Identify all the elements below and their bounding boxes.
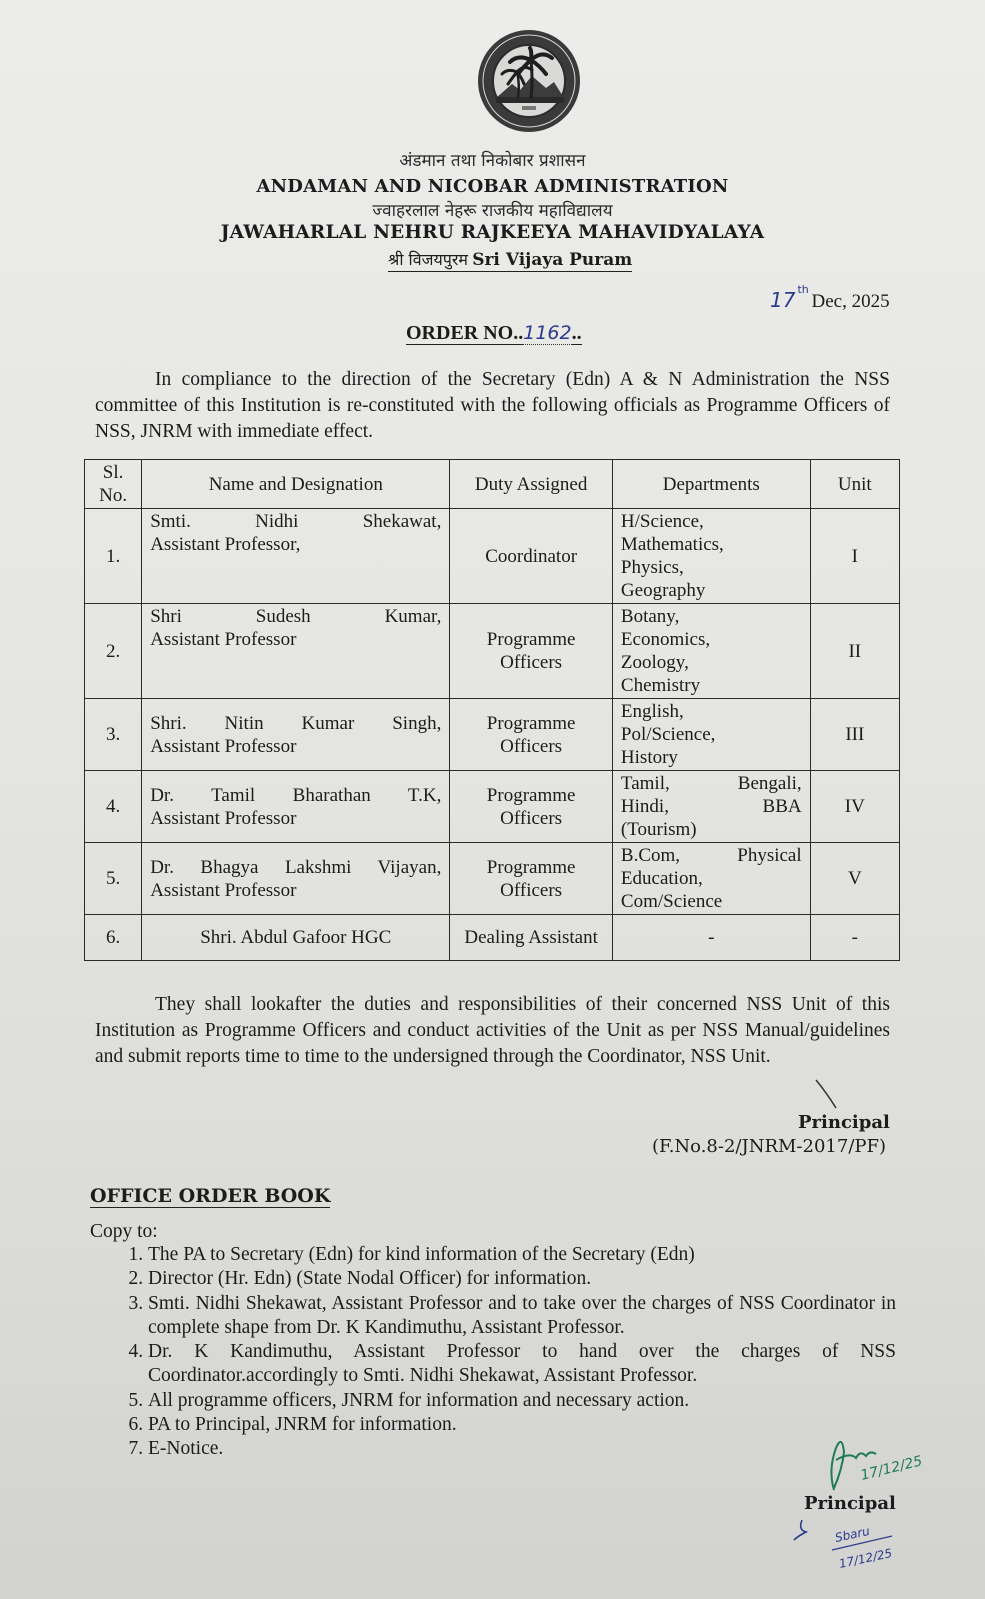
cell-unit: III — [810, 699, 899, 771]
department-line: Education, — [620, 868, 703, 889]
cell-duty: Programme Officers — [450, 771, 613, 843]
place-name: Sri Vijaya Puram — [472, 250, 633, 270]
copy-to-label: Copy to: — [90, 1221, 158, 1242]
copy-to-item: 4. Dr. K Kandimuthu, Assistant Professor to hand over the charges of NSS Coordinator.accordingly to Smti. Nidhi Shekawat, Assistant Professor. — [148, 1340, 896, 1389]
table-header-row — [85, 460, 900, 509]
officer-name: Shri Sudesh Kumar, — [150, 606, 442, 627]
cell-departments — [612, 843, 810, 915]
department-line: History — [620, 747, 678, 768]
nss-officers-table — [84, 459, 900, 961]
emblem-icon — [476, 28, 582, 134]
officer-designation: Assistant Professor — [150, 735, 297, 757]
cell-unit: IV — [810, 771, 899, 843]
cell-unit: - — [810, 915, 899, 961]
cell-sl-no: 4. — [85, 771, 142, 843]
green-signature — [822, 1430, 942, 1500]
cell-sl-no: 3. — [85, 699, 142, 771]
department-line: B.Com, Physical — [620, 845, 802, 866]
copy-to-item: 1. The PA to Secretary (Edn) for kind information of the Secretary (Edn) — [148, 1243, 896, 1267]
cell-departments — [612, 915, 810, 961]
officer-name: Shri. Nitin Kumar Singh, — [150, 712, 442, 734]
hindi-admin-name: अंडमान तथा निकोबार प्रशासन — [399, 151, 586, 171]
officer-designation: Assistant Professor — [150, 807, 297, 829]
cell-duty: Programme Officers — [450, 843, 613, 915]
department-line: Hindi, BBA — [620, 796, 802, 817]
handwritten-day: 17 — [770, 288, 796, 312]
department-line: (Tourism) — [620, 819, 697, 840]
col-unit: Unit — [810, 460, 899, 509]
officer-designation: Assistant Professor, — [150, 534, 301, 555]
cell-unit: II — [810, 604, 899, 699]
office-order-book-heading: OFFICE ORDER BOOK — [90, 1185, 331, 1207]
department-line: Mathematics, — [620, 534, 724, 555]
col-sl-no: Sl. No. — [85, 460, 142, 509]
department-line: Geography — [620, 580, 706, 601]
cell-sl-no: 5. — [85, 843, 142, 915]
cell-duty: Coordinator — [450, 509, 613, 604]
officer-name: Smti. Nidhi Shekawat, — [150, 511, 442, 532]
department-line: Botany, — [620, 606, 680, 627]
department-line: H/Science, — [620, 511, 704, 532]
cell-departments — [612, 509, 810, 604]
signature-tick-mark — [812, 1078, 842, 1112]
cell-departments — [612, 604, 810, 699]
place-line — [388, 248, 632, 272]
intro-paragraph: In compliance to the direction of the Secretary (Edn) A & N Administration the NSS committee of this Institution is re-constituted with the following officials as Programme Officers of NSS, JNRM with immediate effect. — [95, 369, 890, 442]
cell-name-designation — [142, 771, 450, 843]
table-row — [85, 915, 900, 961]
officer-designation: Assistant Professor — [150, 879, 297, 901]
signatory-principal-1: Principal — [798, 1112, 890, 1133]
cell-unit: I — [810, 509, 899, 604]
col-name: Name and Designation — [142, 460, 450, 509]
table-row — [85, 771, 900, 843]
table-row — [85, 509, 900, 604]
cell-departments — [612, 699, 810, 771]
day-suffix: th — [797, 283, 809, 296]
copy-to-item: 5. All programme officers, JNRM for information and necessary action. — [148, 1389, 896, 1413]
signatory-principal-2: Principal — [804, 1493, 896, 1514]
cell-name-designation — [142, 843, 450, 915]
table-row — [85, 699, 900, 771]
handwritten-order-number: 1162 — [523, 322, 572, 344]
copy-to-list — [90, 1243, 896, 1462]
cell-duty: Dealing Assistant — [450, 915, 613, 961]
blue-receipt-signature — [792, 1510, 922, 1590]
department-line: Physics, — [620, 557, 684, 578]
col-duty: Duty Assigned — [450, 460, 613, 509]
green-signature-date: 17/12/25 — [859, 1453, 924, 1484]
file-number: (F.No.8-2/JNRM-2017/PF) — [652, 1136, 886, 1157]
cell-departments — [612, 771, 810, 843]
department-line: Chemistry — [620, 675, 701, 696]
cell-sl-no: 2. — [85, 604, 142, 699]
department-line: Com/Science — [620, 891, 723, 912]
order-number: ORDER NO..1162.. — [406, 322, 582, 344]
cell-duty: Programme Officers — [450, 699, 613, 771]
duties-paragraph: They shall lookafter the duties and responsibilities of their concerned NSS Unit of this Institution as Programme Officers and conduct activities of the Unit as per NSS Manual/guidelines and submit reports time to time to the undersigned through the Coordinator, NSS Unit. — [95, 994, 890, 1067]
table-row — [85, 604, 900, 699]
cell-unit: V — [810, 843, 899, 915]
cell-sl-no: 6. — [85, 915, 142, 961]
col-dept: Departments — [612, 460, 810, 509]
officer-name: Dr. Bhagya Lakshmi Vijayan, — [150, 856, 442, 878]
copy-to-item: 7. E-Notice. — [148, 1437, 896, 1461]
copy-to-item: 2. Director (Hr. Edn) (State Nodal Officer) for information. — [148, 1267, 896, 1291]
cell-duty: Programme Officers — [450, 604, 613, 699]
hindi-place: श्री विजयपुरम — [388, 250, 468, 269]
cell-sl-no: 1. — [85, 509, 142, 604]
cell-name-designation — [142, 604, 450, 699]
copy-to-item: 3. Smti. Nidhi Shekawat, Assistant Professor and to take over the charges of NSS Coordinator in complete shape from Dr. K Kandimuthu, Assistant Professor. — [148, 1292, 896, 1341]
department-line: - — [708, 927, 715, 948]
department-line: Pol/Science, — [620, 724, 716, 745]
copy-to-item: 6. PA to Principal, JNRM for information. — [148, 1413, 896, 1437]
svg-text:Sbaru: Sbaru — [833, 1523, 871, 1545]
blue-receipt-date: 17/12/25 — [837, 1546, 894, 1571]
department-line: Economics, — [620, 629, 711, 650]
college-name: JAWAHARLAL NEHRU RAJKEEYA MAHAVIDYALAYA — [220, 222, 765, 243]
admin-name: ANDAMAN AND NICOBAR ADMINISTRATION — [256, 176, 729, 197]
cell-name-designation — [142, 699, 450, 771]
table-row — [85, 843, 900, 915]
month-year: Dec, 2025 — [811, 291, 890, 312]
department-line: English, — [620, 701, 684, 722]
department-line: Tamil, Bengali, — [620, 773, 802, 794]
order-date — [770, 283, 890, 313]
cell-name-designation — [142, 509, 450, 604]
department-line: Zoology, — [620, 652, 689, 673]
officer-name: Dr. Tamil Bharathan T.K, — [150, 784, 442, 806]
hindi-college-name: ज्वाहरलाल नेहरू राजकीय महाविद्यालय — [372, 201, 613, 221]
officer-designation: Assistant Professor — [150, 629, 297, 650]
cell-name-designation: Shri. Abdul Gafoor HGC — [142, 915, 450, 961]
order-label: ORDER NO.. — [406, 322, 524, 344]
